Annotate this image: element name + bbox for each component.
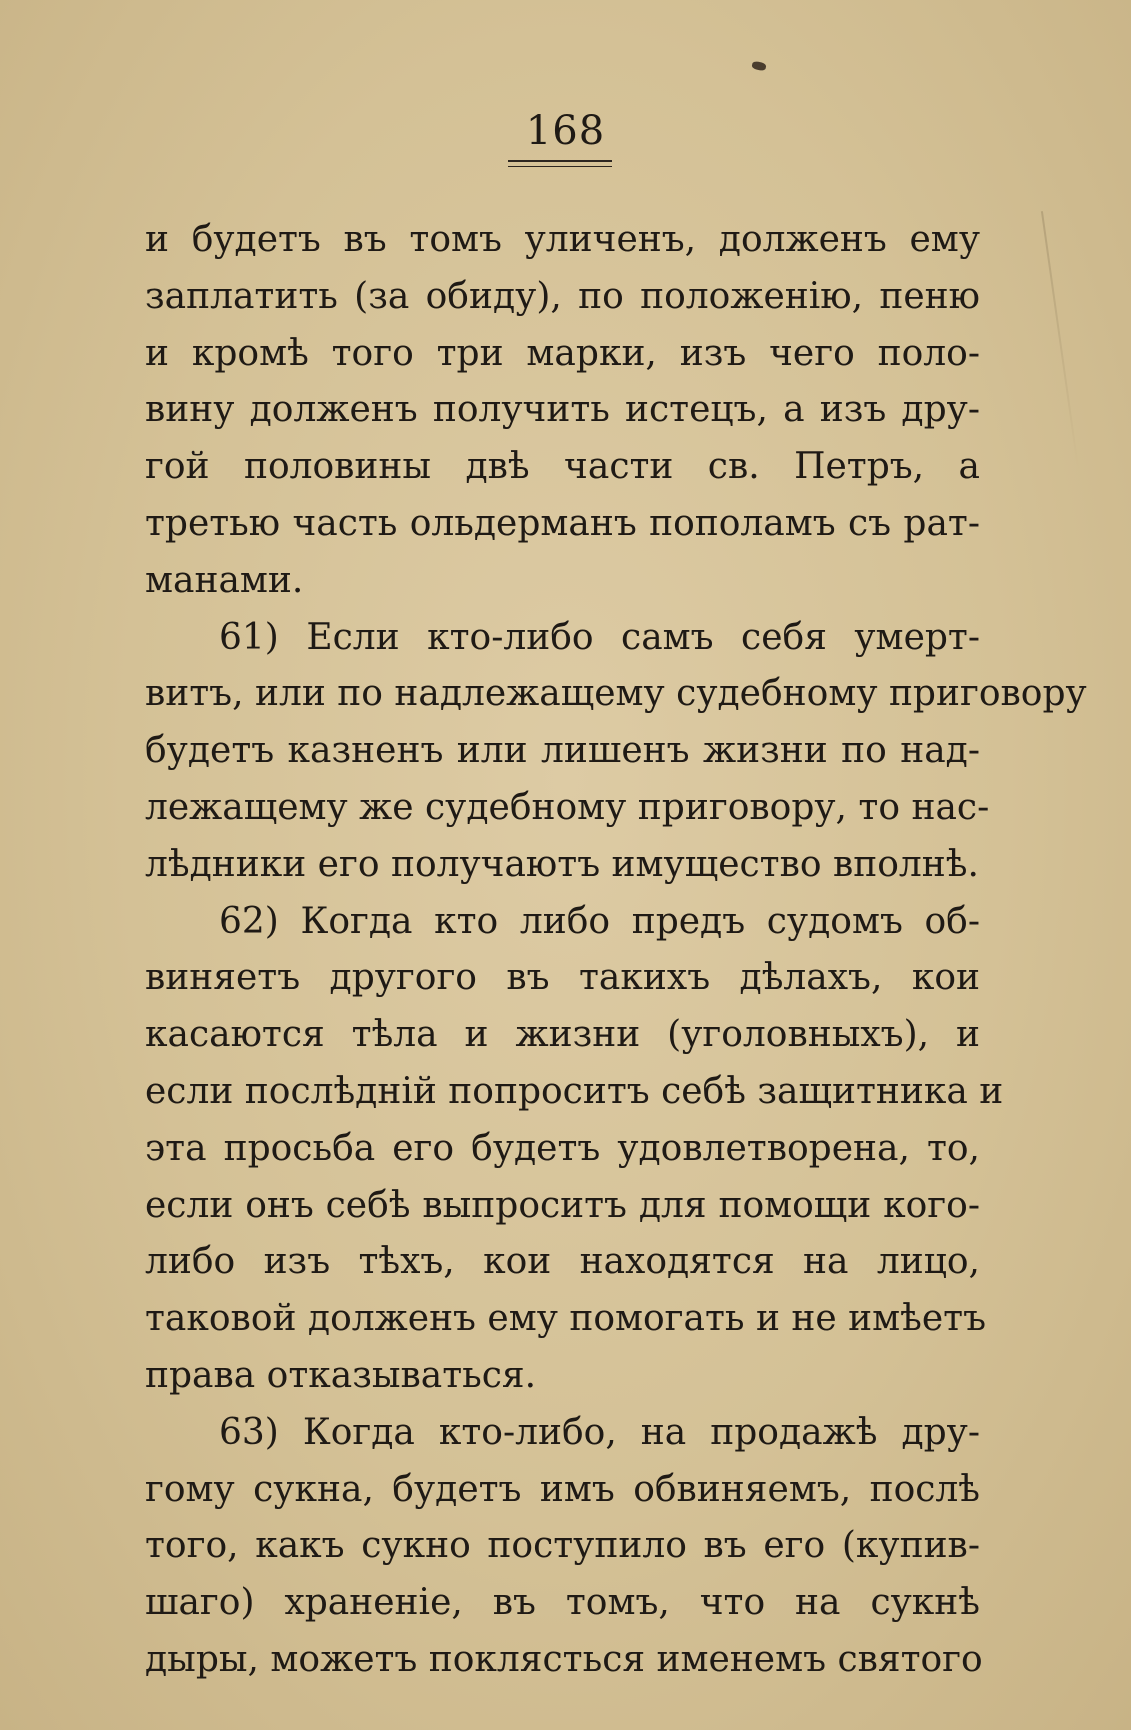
text-line: шаго) храненіе, въ томъ, что на сукнѣ: [145, 1582, 980, 1624]
text-line: и будетъ въ томъ уличенъ, долженъ ему: [145, 219, 980, 260]
text-line: права отказываться.: [145, 1354, 537, 1396]
text-line: если послѣдній попроситъ себѣ защитника и: [145, 1070, 1004, 1112]
text-line: 63) Когда кто-либо, на продажѣ дру-: [219, 1411, 980, 1453]
text-line: и кромѣ того три марки, изъ чего поло-: [145, 332, 980, 374]
text-line: заплатить (за обиду), по положенію, пеню: [145, 275, 980, 317]
header-rule-bottom: [508, 166, 612, 167]
text-line: касаются тѣла и жизни (уголовныхъ), и: [145, 1014, 980, 1056]
header-rule-top: [508, 160, 612, 162]
text-line: гому сукна, будетъ имъ обвиняемъ, послѣ: [145, 1468, 980, 1510]
text-line: лежащему же судебному приговору, то нас-: [145, 786, 990, 828]
page-number: 168: [525, 108, 606, 154]
text-line: либо изъ тѣхъ, кои находятся на лицо,: [145, 1241, 980, 1283]
text-line: эта просьба его будетъ удовлетворена, то,: [145, 1127, 980, 1169]
ink-speck: [751, 61, 766, 72]
text-line: третью часть ольдерманъ пополамъ съ рат-: [145, 502, 980, 544]
text-line: 61) Если кто-либо самъ себя умерт-: [219, 616, 980, 658]
text-line: если онъ себѣ выпроситъ для помощи кого-: [145, 1184, 980, 1226]
text-line: лѣдники его получаютъ имущество вполнѣ.: [145, 843, 979, 885]
text-line: гой половины двѣ части св. Петръ, а: [145, 446, 980, 488]
text-line: будетъ казненъ или лишенъ жизни по над-: [145, 730, 980, 772]
text-line: витъ, или по надлежащему судебному приговору: [145, 673, 1087, 715]
text-line: таковой долженъ ему помогать и не имѣетъ: [145, 1298, 986, 1340]
text-line: 62) Когда кто либо предъ судомъ об-: [219, 900, 980, 942]
page-edge-mark: [1041, 211, 1079, 469]
body-text: [145, 212, 1087, 1689]
text-line: вину долженъ получить истецъ, а изъ дру-: [145, 389, 980, 431]
text-line: манами.: [145, 559, 304, 601]
text-line: дыры, можетъ поклясться именемъ святого: [145, 1638, 983, 1680]
text-line: того, какъ сукно поступило въ его (купив-: [145, 1525, 980, 1567]
text-line: виняетъ другого въ такихъ дѣлахъ, кои: [145, 957, 980, 999]
